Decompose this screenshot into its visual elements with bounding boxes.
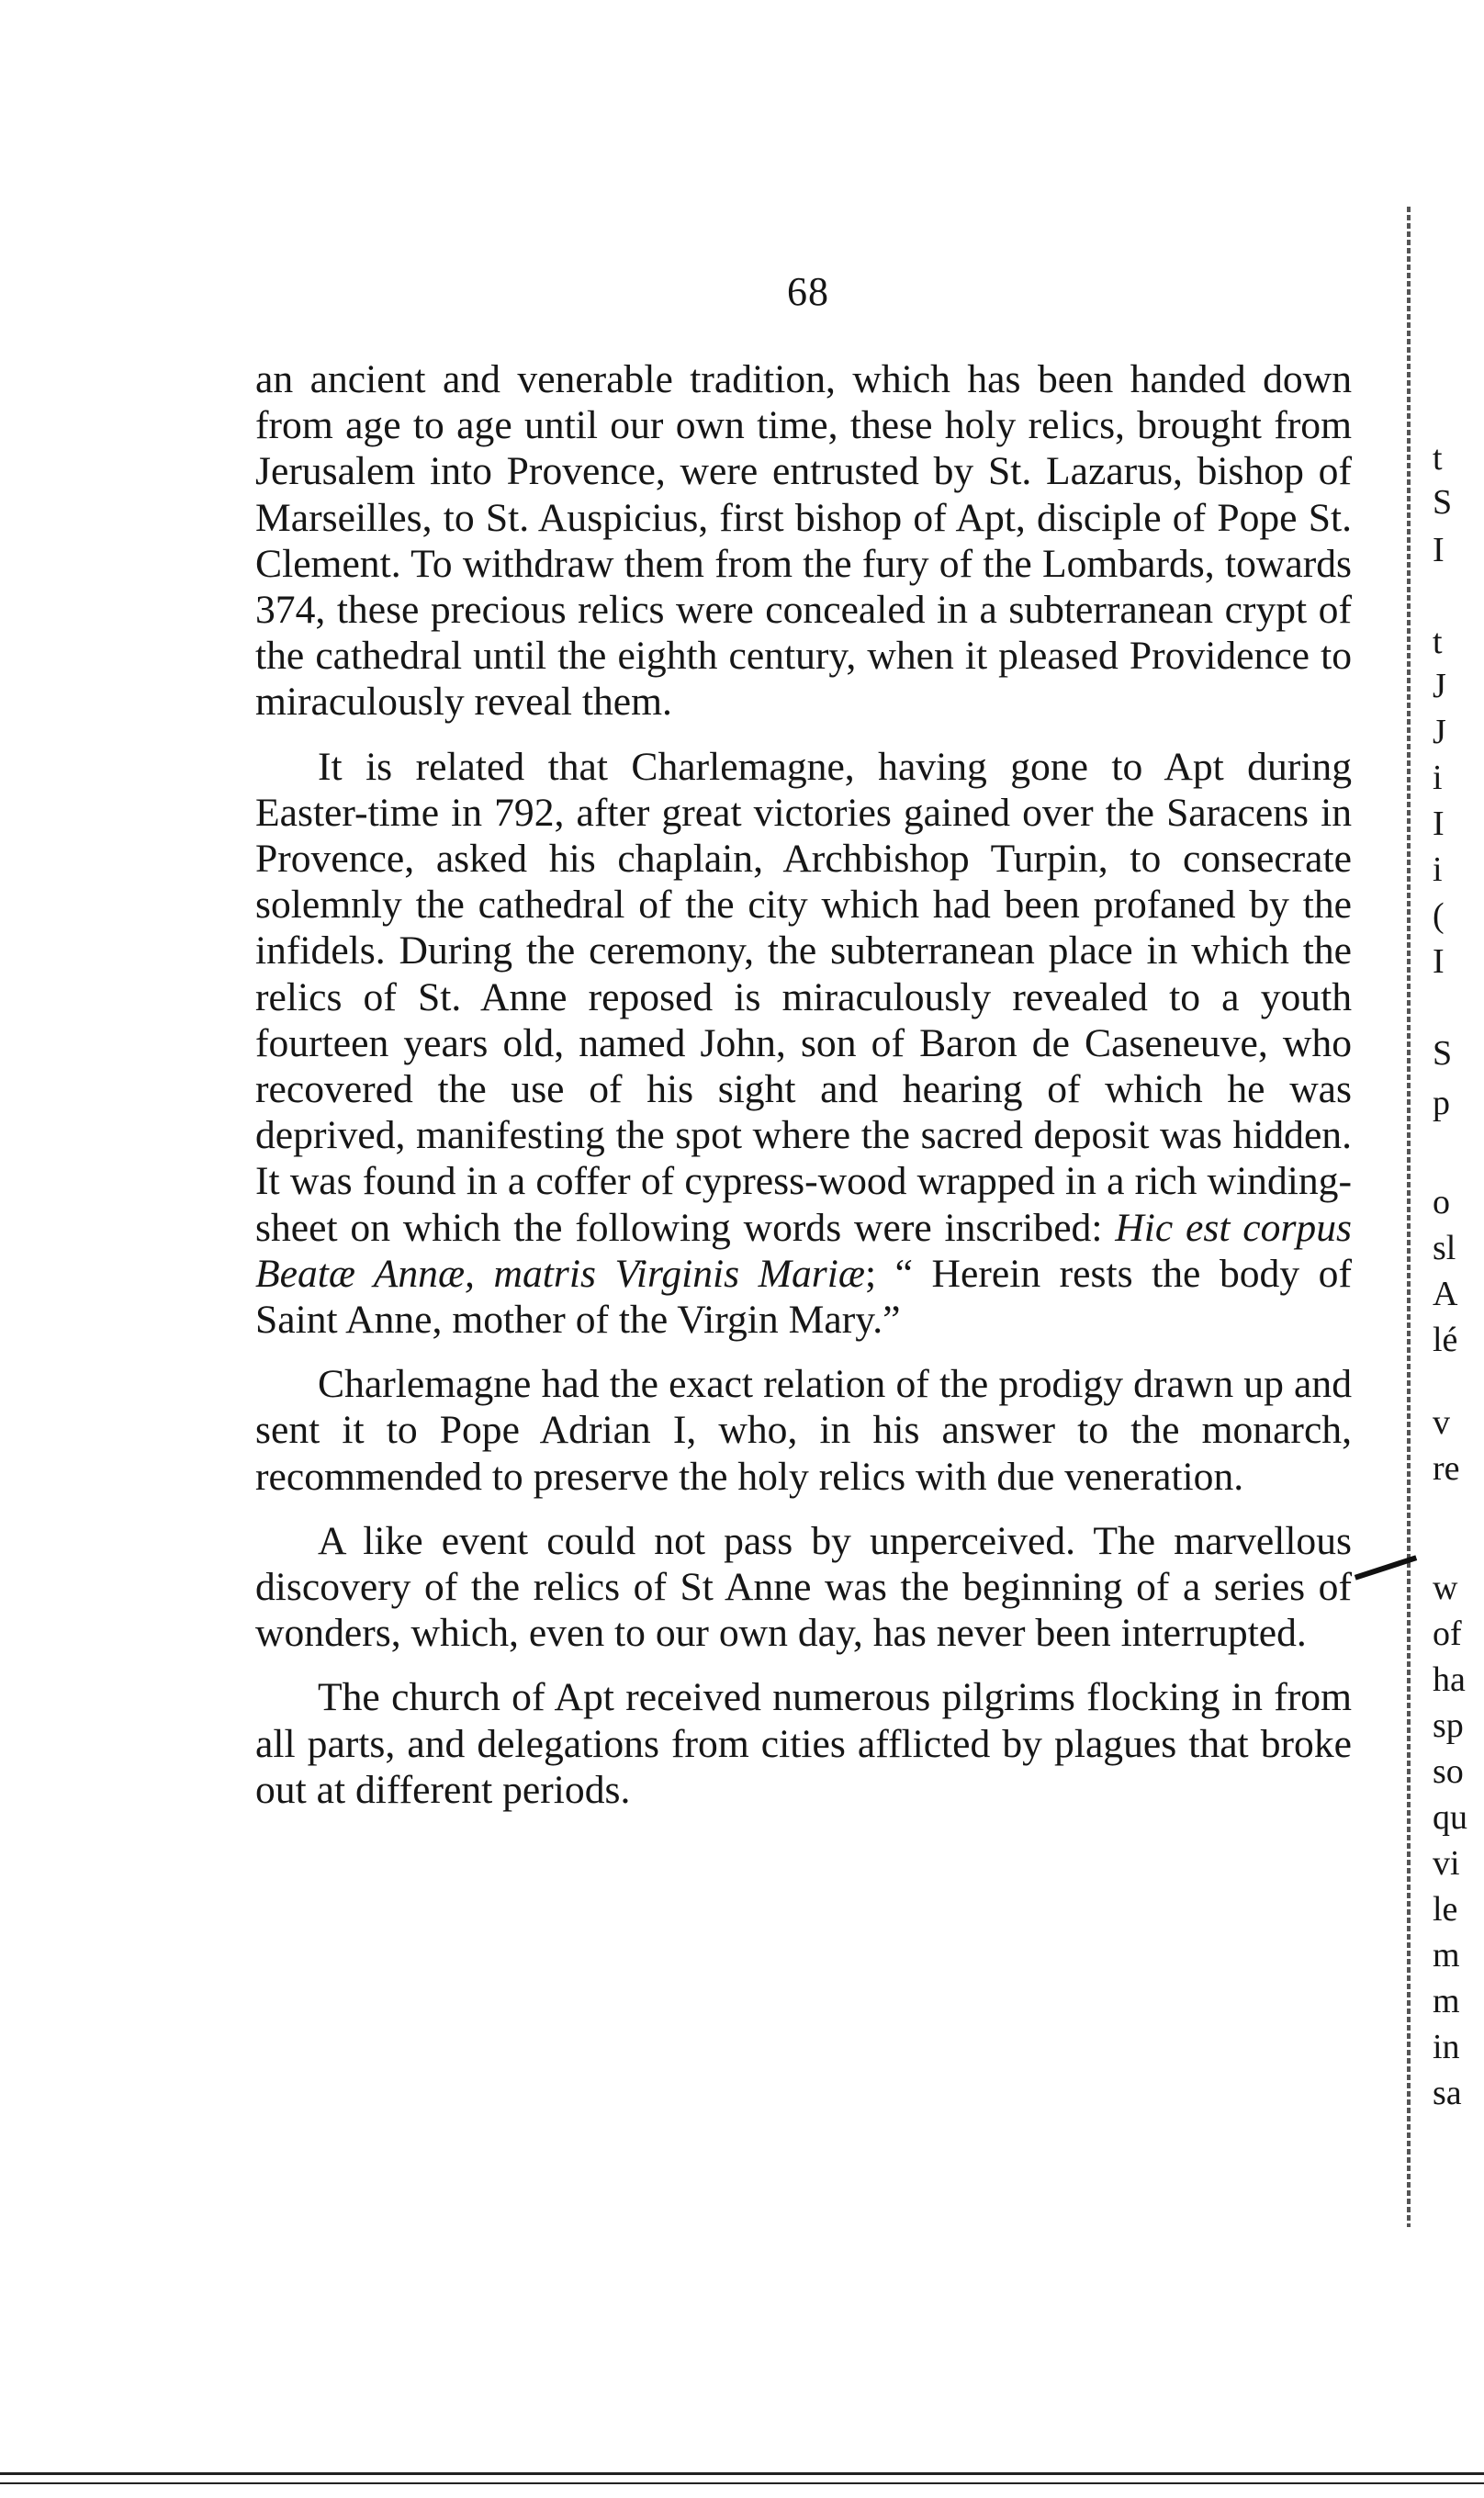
page-number: 68 — [787, 269, 829, 314]
facing-page-fragment: i — [1433, 850, 1443, 889]
paragraph-text: ; “ Herein rests the body of Saint Anne, mother of the Virgin Mary.” — [255, 1251, 1352, 1343]
facing-page-fragments — [1433, 0, 1484, 2498]
paragraph-text: It is related that Charlemagne, having gone to Apt during Easter-time in 792, after great victories gained over the Saracens in Provence, asked his chaplain, Archbishop Turpin, to consecrate solemnly the cathedral of the city which had been profaned by the infidels. During the ceremony, the subterranean place in which the relics of St. Anne reposed is miraculously revealed to a youth fourteen years old, named John, son of Baron de Caseneuve, who recovered the use of his sight and hearing of which he was deprived, manifesting the spot where the sacred deposit was hidden. It was found in a coffer of cypress-wood wrapped in a rich winding-sheet on which the following words were inscribed: — [255, 744, 1352, 1250]
facing-page-fragment: J — [1433, 713, 1446, 751]
facing-page-fragment: I — [1433, 531, 1445, 569]
paragraph-p4 — [255, 1518, 1352, 1657]
facing-page-fragment: sl — [1433, 1229, 1456, 1267]
paragraph-p3 — [255, 1361, 1352, 1500]
facing-page-fragment: le — [1433, 1890, 1458, 1929]
facing-page-fragment: ha — [1433, 1660, 1466, 1699]
facing-page-fragment: J — [1433, 667, 1446, 705]
page-bottom-rule — [0, 2472, 1484, 2484]
facing-page-fragment: i — [1433, 759, 1443, 797]
facing-page-edge-rule — [1407, 207, 1411, 2227]
paragraph-text: Charlemagne had the exact relation of the prodigy drawn up and sent it to Pope Adrian I, who, in his answer to the monarch, recommended to preserve the holy relics with due veneration. — [255, 1362, 1352, 1499]
facing-page-fragment: of — [1433, 1615, 1462, 1653]
facing-page-fragment: vi — [1433, 1844, 1460, 1883]
facing-page-fragment: I — [1433, 942, 1445, 981]
facing-page-fragment: S — [1433, 483, 1453, 522]
facing-page-fragment: lé — [1433, 1321, 1458, 1359]
paragraph-p2 — [255, 744, 1352, 1344]
facing-page-fragment: re — [1433, 1449, 1460, 1488]
facing-page-fragment: m — [1433, 1936, 1460, 1975]
facing-page-fragment: I — [1433, 805, 1445, 843]
facing-page-fragment: A — [1433, 1275, 1458, 1313]
facing-page-fragment: in — [1433, 2028, 1460, 2066]
paragraph-p5 — [255, 1674, 1352, 1813]
facing-page-fragment: S — [1433, 1034, 1453, 1073]
body-text — [255, 356, 1352, 1831]
facing-page-fragment: o — [1433, 1183, 1450, 1221]
facing-page-fragment: v — [1433, 1403, 1450, 1442]
paragraph-text: The church of Apt received numerous pilgrims flocking in from all parts, and delegations from cities afflicted by plagues that broke out at different periods. — [255, 1675, 1352, 1812]
facing-page-fragment: m — [1433, 1982, 1460, 2020]
facing-page-fragment: ( — [1433, 896, 1445, 935]
facing-page-fragment: t — [1433, 623, 1443, 661]
paragraph-text: an ancient and venerable tradition, which has been handed down from age to age until our own time, these holy relics, brought from Jerusalem into Provence, were entrusted by St. Lazarus, bishop of Marseilles, to St. Auspicius, first bishop of Apt, disciple of Pope St. Clement. To withdraw them from the fury of the Lombards, towards 374, these precious relics were concealed in a subterranean crypt of the cathedral until the eighth century, when it pleased Providence to miraculously reveal them. — [255, 357, 1352, 725]
facing-page-fragment: p — [1433, 1084, 1450, 1122]
facing-page-fragment: sa — [1433, 2074, 1462, 2112]
facing-page-fragment: t — [1433, 439, 1443, 478]
facing-page-fragment: w — [1433, 1569, 1458, 1607]
facing-page-fragment: qu — [1433, 1798, 1467, 1837]
paragraph-p1 — [255, 356, 1352, 726]
facing-page-fragment: so — [1433, 1752, 1464, 1791]
latin-inscription: Hic est corpus Beatæ Annæ, matris Virginis Mariæ — [255, 1205, 1352, 1296]
facing-page-fragment: sp — [1433, 1706, 1464, 1745]
paragraph-text: A like event could not pass by unperceived. The marvellous discovery of the relics of St Anne was the beginning of a series of wonders, which, even to our own day, has never been interrupted. — [255, 1518, 1352, 1656]
